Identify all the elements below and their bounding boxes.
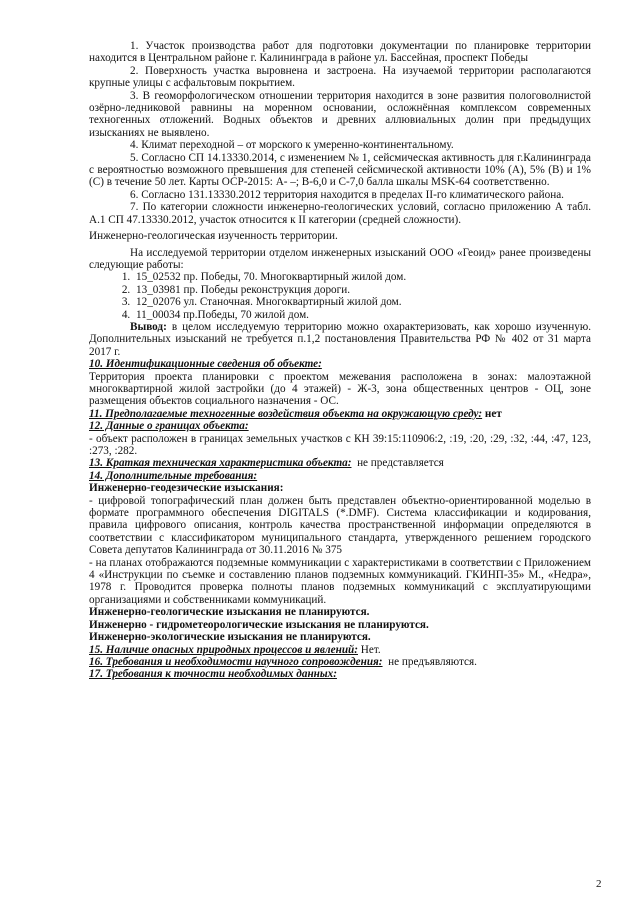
works-list-item: 1. 15_02532 пр. Победы, 70. Многоквартирный жилой дом.	[133, 271, 591, 283]
item-7: 7. По категории сложности инженерно-геологических условий, согласно приложению А табл. А.1 СП 47.13330.2012, участок относится к II категории (средней сложности).	[89, 201, 591, 226]
item-5: 5. Согласно СП 14.13330.2014, с изменением № 1, сейсмическая активность для г.Калининграда с вероятностью возможного превышения для степеней сейсмической активности 10% (А), 5% (В) и 1% (С) в течение 50 лет. Карты ОСР-2015: А- –; В-6,0 и С-7,0 балла шкалы MSK-64 соответственно.	[89, 151, 591, 189]
section-13-value: не представляется	[357, 457, 444, 470]
conclusion	[89, 321, 591, 358]
section-12-title: 12. Данные о границах объекта:	[89, 420, 249, 433]
works-list-item: 3. 12_02076 ул. Станочная. Многоквартирный жилой дом.	[133, 296, 591, 308]
section-13	[89, 457, 591, 469]
geodetic-paragraph: - на планах отображаются подземные коммуникации с характеристиками в соответствии с Приложением 4 «Инструкции по съемке и составлению планов подземных коммуникаций. ГКИНП-35» М., «Недра», 1978 г. Проводится проверка полноты планов подземных коммуникаций с эксплуатирующими организациями и собственниками коммуникаций.	[89, 556, 591, 606]
section-14-title: 14. Дополнительные требования:	[89, 469, 258, 482]
page-number: 2	[596, 878, 602, 890]
section-16	[89, 656, 591, 668]
works-list-item: 2. 13_03981 пр. Победы реконструкция дороги.	[133, 284, 591, 296]
item-2: 2. Поверхность участка выровнена и застроена. На изучаемой территории располагаются крупные улицы с асфальтовым покрытием.	[89, 64, 591, 90]
page-body	[89, 40, 591, 681]
works-list	[89, 271, 591, 321]
section-12-text: - объект расположен в границах земельных участков с КН 39:15:110906:2, :19, :20, :29, :32, :44, :47, 123, :273, :282.	[89, 432, 591, 457]
item-6: 6. Согласно 131.13330.2012 территория находится в пределах II-го климатического района.	[130, 188, 564, 201]
section-15-title: 15. Наличие опасных природных процессов и явлений:	[89, 643, 358, 656]
section-15-value: Нет.	[360, 643, 381, 656]
section-16-title: 16. Требования и необходимости научного сопровождения:	[89, 655, 383, 668]
section-16-value: не предъявляются.	[388, 655, 477, 668]
section-13-title: 13. Краткая техническая характеристика объекта:	[89, 457, 352, 470]
geodetic-paragraph: - цифровой топографический план должен быть представлен объектно-ориентированной моделью в формате программного обеспечения DIGITALS (*.DMF). Система классификации и кодирования, правила цифрового описания, контроль качества пространственной информации определяются в соответствии с классификатором муниципального стандарта, утвержденного решением городского Совета депутатов Калининграда от 30.11.2016 № 375	[89, 494, 591, 557]
not-planned-line: Инженерно - гидрометеорологические изыскания не планируются.	[89, 618, 429, 631]
section-17-title: 17. Требования к точности необходимых данных:	[89, 668, 337, 681]
conclusion-label: Вывод:	[130, 320, 167, 333]
section-11-value: нет	[484, 407, 502, 420]
geo-study-heading: Инженерно-геологическая изученность территории.	[89, 230, 338, 243]
item-1: 1. Участок производства работ для подготовки документации по планировке территории находится в Центральном районе г. Калининграда в районе ул. Бассейная, проспект Победы	[89, 40, 591, 65]
not-planned-line: Инженерно-экологические изыскания не планируются.	[89, 631, 371, 644]
section-15	[89, 644, 591, 656]
item-3: 3. В геоморфологическом отношении территория находится в зоне развития пологоволнистой озёрно-ледниковой равнины на моренном основании, осложнённая комплексом современных техногенных отложений. Водных объектов и древних аллювиальных долин при предыдущих изысканиях не выявлено.	[89, 89, 591, 139]
geo-study-intro: На исследуемой территории отделом инженерных изысканий ООО «Геоид» ранее произведены следующие работы:	[89, 246, 591, 271]
section-10-text: Территория проекта планировки с проектом межевания расположена в зонах: малоэтажной многоквартирной жилой застройки (до 4 этажей) - Ж-3, зона общественных центров - ОЦ, зоне размещения объектов социального назначения - ОС.	[89, 370, 591, 408]
not-planned-line: Инженерно-геологические изыскания не планируются.	[89, 606, 370, 619]
geodetic-heading: Инженерно-геодезические изыскания:	[89, 482, 284, 495]
section-11	[89, 408, 591, 420]
conclusion-text: в целом исследуемую территорию можно охарактеризовать, как хорошо изученную. Дополнительных изысканий не требуется п.1,2 постановления Правительства РФ № 402 от 31 марта 2017 г.	[89, 320, 591, 358]
item-4: 4. Климат переходной – от морского к умеренно-континентальному.	[130, 139, 454, 152]
section-11-title: 11. Предполагаемые техногенные воздействия объекта на окружающую среду:	[89, 407, 483, 420]
works-list-item: 4. 11_00034 пр.Победы, 70 жилой дом.	[133, 309, 591, 321]
section-10-title: 10. Идентификационные сведения об объекте:	[89, 358, 322, 371]
